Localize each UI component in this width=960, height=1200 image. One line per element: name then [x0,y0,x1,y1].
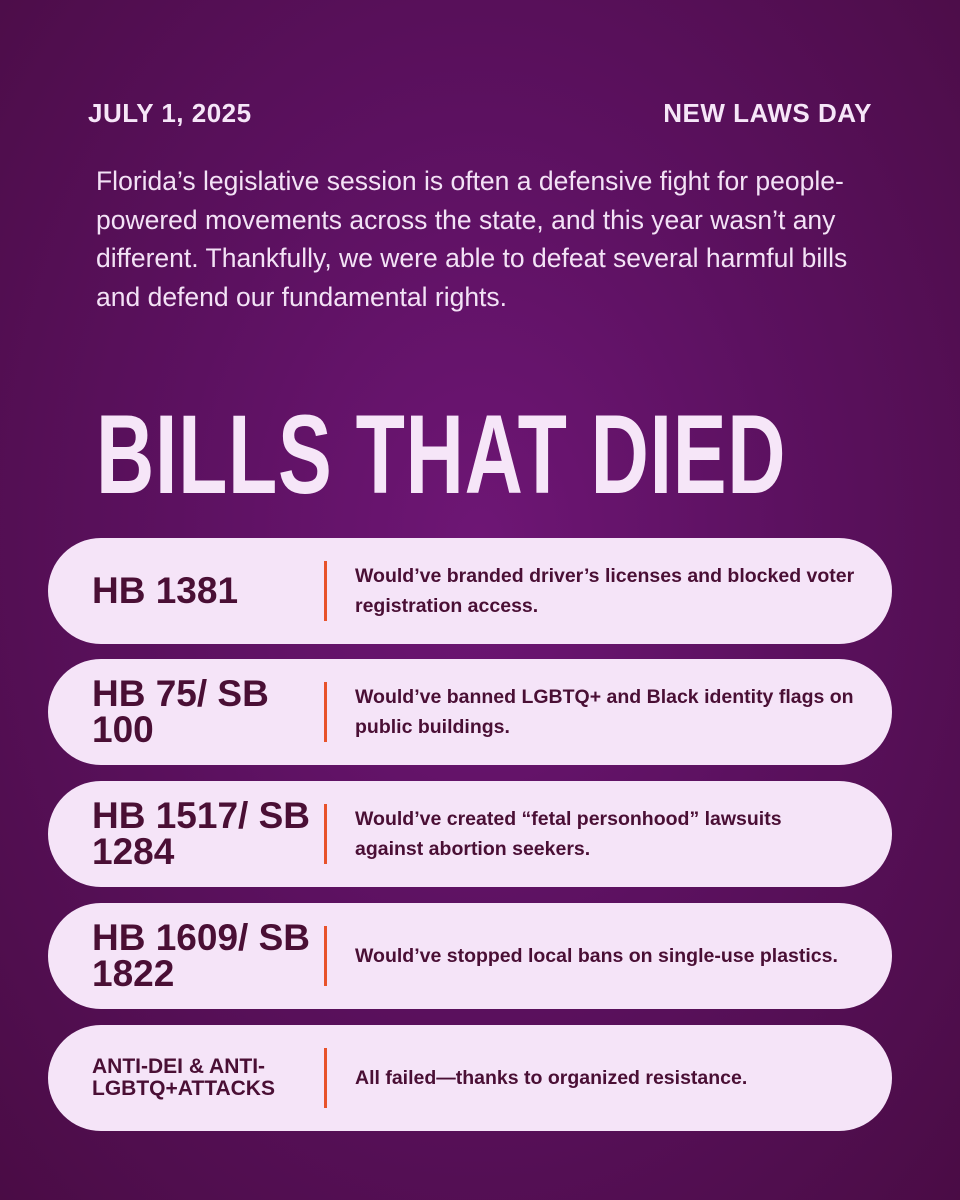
bill-name: HB 1517/ SB 1284 [92,795,310,872]
bill-card [48,781,892,887]
date-label: JULY 1, 2025 [88,98,252,128]
bill-card [48,903,892,1009]
page-title: BILLS THAT DIED [96,392,787,517]
divider [324,926,327,986]
bill-name: HB 1381 [92,570,239,611]
bill-description: Would’ve created “fetal personhood” lawsuits against abortion seekers. [355,808,782,860]
bill-description: Would’ve stopped local bans on single-use plastics. [355,945,838,967]
bill-description: All failed—thanks to organized resistance. [355,1067,748,1089]
bill-name: ANTI-DEI & ANTI-LGBTQ+ATTACKS [92,1055,275,1100]
new-laws-day-label: NEW LAWS DAY [663,98,872,128]
divider [324,804,327,864]
bill-name: HB 1609/ SB 1822 [92,917,310,994]
divider [324,561,327,621]
divider [324,682,327,742]
bill-description: Would’ve branded driver’s licenses and blocked voter registration access. [355,565,855,617]
bill-name: HB 75/ SB 100 [92,673,269,750]
bill-description: Would’ve banned LGBTQ+ and Black identity flags on public buildings. [355,686,854,738]
intro-paragraph: Florida’s legislative session is often a defensive fight for people-powered movements across the state, and this year wasn’t any different. Thankfully, we were able to defeat several harmful bills and defend our fundamental rights. [96,166,848,312]
bill-card [48,659,892,765]
bill-card [48,538,892,644]
bill-card [48,1025,892,1131]
divider [324,1048,327,1108]
